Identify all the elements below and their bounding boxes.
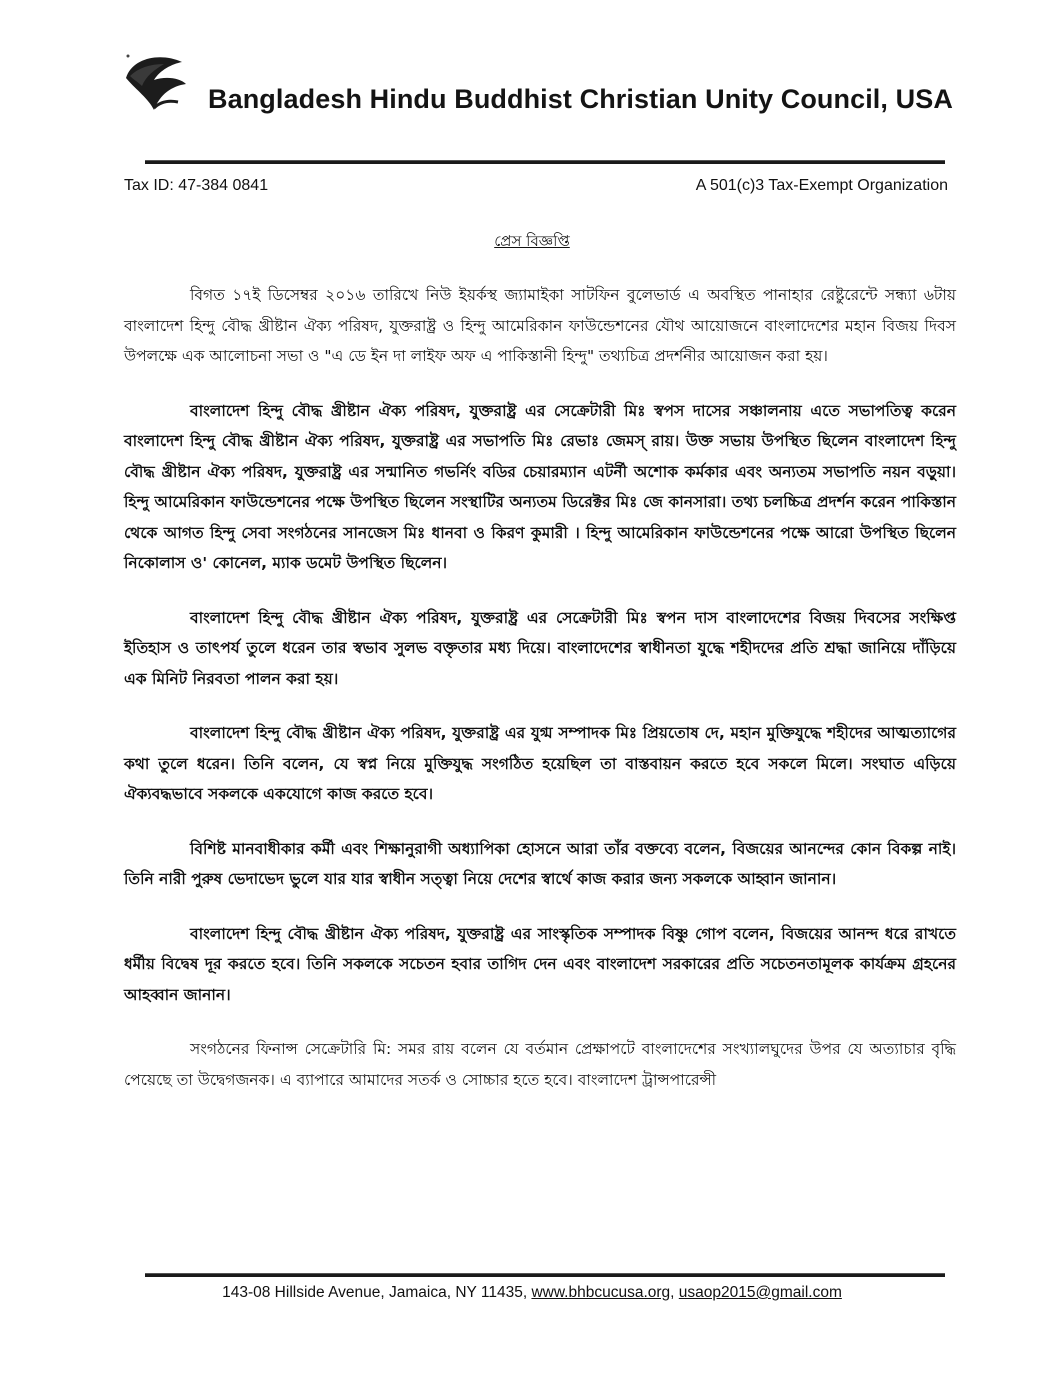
paragraph-joint-secretary-speech: বাংলাদেশ হিন্দু বৌদ্ধ খ্রীষ্টান ঐক্য পরিষদ, যুক্তরাষ্ট্র এর যুগ্ম সম্পাদক মিঃ প্রিয়তোষ দে, মহান মুক্তিযুদ্ধে শহীদের আত্মত্যাগের কথা তুলে ধরেন। তিনি বলেন, যে স্বপ্ন নিয়ে মুক্তিযুদ্ধ সংগঠিত হয়েছিল তা বাস্তবায়ন করতে হবে সকলে মিলে। সংঘাত এড়িয়ে ঐক্যবদ্ধভাবে সকলকে একযোগে কাজ করতে হবে। bbox=[124, 724, 956, 803]
paragraph-attendees: বাংলাদেশ হিন্দু বৌদ্ধ খ্রীষ্টান ঐক্য পরিষদ, যুক্তরাষ্ট্র এর সেক্রেটারী মিঃ স্বপস দাসের সঞ্চালনায় এতে সভাপতিত্ব করেন বাংলাদেশ হিন্দু বৌদ্ধ খ্রীষ্টান ঐক্য পরিষদ, যুক্তরাষ্ট্র এর সভাপতি মিঃ রেভাঃ জেমস্‌ রায়। উক্ত সভায় উপস্থিত ছিলেন বাংলাদেশ হিন্দু বৌদ্ধ খ্রীষ্টান ঐক্য পরিষদ, যুক্তরাষ্ট্র এর সন্মানিত গভর্নিং বডির চেয়ারম্যান এটর্নী অশোক কর্মকার এবং অন্যতম সভাপতি নয়ন বড়ুয়া। হিন্দু আমেরিকান ফাউন্ডেশনের পক্ষে উপস্থিত ছিলেন সংস্থাটির অন্যতম ডিরেক্টর মিঃ জে কানসারা। তথ্য চলচ্চিত্র প্রদর্শন করেন পাকিস্তান থেকে আগত হিন্দু সেবা সংগঠনের সানজেস মিঃ ধানবা ও কিরণ কুমারী । হিন্দু আমেরিকান ফাউন্ডেশনের পক্ষে আরো উপস্থিত ছিলেন নিকোলাস ও' কোনেল, ম্যাক ডমেট উপস্থিত ছিলেন। bbox=[124, 401, 956, 572]
tax-exempt-status: A 501(c)3 Tax-Exempt Organization bbox=[695, 177, 948, 194]
footer-separator: , bbox=[670, 1284, 679, 1301]
press-release-heading bbox=[0, 230, 1064, 255]
paragraph-event-intro: বিগত ১৭ই ডিসেম্বর ২০১৬ তারিখে নিউ ইয়র্কস্থ জ্যামাইকা সাটফিন বুলেভার্ড এ অবস্থিত পানাহার রেষ্টুরেন্টে সন্ধ্যা ৬টায় বাংলাদেশ হিন্দু বৌদ্ধ খ্রীষ্টান ঐক্য পরিষদ, যুক্তরাষ্ট্র ও হিন্দু আমেরিকান ফাউন্ডেশনের যৌথ আয়োজনে বাংলাদেশের মহান বিজয় দিবস উপলক্ষে এক আলোচনা সভা ও "এ ডে ইন দা লাইফ অফ এ পাকিস্তানী হিন্দু" তথ্যচিত্র প্রদর্শনীর আয়োজন করা হয়। bbox=[124, 286, 956, 365]
paragraph-finance-secretary-speech: সংগঠনের ফিনান্স সেক্রেটারি মি: সমর রায় বলেন যে বর্তমান প্রেক্ষাপটে বাংলাদেশের সংখ্যালঘুদের উপর যে অত্যাচার বৃদ্ধি পেয়েছে তা উদ্বেগজনক। এ ব্যাপারে আমাদের সতর্ক ও সোচ্চার হতে হবে। বাংলাদেশ ট্রান্সপারেন্সী bbox=[124, 1040, 956, 1089]
footer-contact bbox=[0, 1284, 1064, 1302]
tax-id: Tax ID: 47-384 0841 bbox=[124, 177, 269, 194]
website-link[interactable]: www.bhbcucusa.org bbox=[531, 1284, 671, 1301]
press-release-heading-text: প্রেস বিজ্ঞপ্তি bbox=[494, 232, 570, 250]
header-divider bbox=[145, 160, 945, 164]
footer-address: 143-08 Hillside Avenue, Jamaica, NY 11435, bbox=[222, 1284, 532, 1301]
footer-divider bbox=[145, 1273, 945, 1277]
paragraph-secretary-speech: বাংলাদেশ হিন্দু বৌদ্ধ খ্রীষ্টান ঐক্য পরিষদ, যুক্তরাষ্ট্র এর সেক্রেটারী মিঃ স্বপন দাস বাংলাদেশের বিজয় দিবসের সংক্ষিপ্ত ইতিহাস ও তাৎপর্য তুলে ধরেন তার স্বভাব সুলভ বক্তৃতার মধ্য দিয়ে। বাংলাদেশের স্বাধীনতা যুদ্ধে শহীদদের প্রতি শ্রদ্ধা জানিয়ে দাঁড়িয়ে এক মিনিট নিরবতা পালন করা হয়। bbox=[124, 608, 956, 688]
dove-leaf-logo-icon bbox=[120, 50, 200, 120]
press-release-body bbox=[124, 280, 956, 1119]
paragraph-activist-speech: বিশিষ্ট মানবাধীকার কর্মী এবং শিক্ষানুরাগী অধ্যাপিকা হোসনে আরা তাঁর বক্তব্যে বলেন, বিজয়ের আনন্দের কোন বিকল্প নাই। তিনি নারী পুরুষ ভেদাভেদ ভুলে যার যার স্বাধীন সত্ত্বা নিয়ে দেশের স্বার্থে কাজ করার জন্য সকলকে আহ্বান জানান। bbox=[124, 839, 956, 888]
paragraph-cultural-secretary-speech: বাংলাদেশ হিন্দু বৌদ্ধ খ্রীষ্টান ঐক্য পরিষদ, যুক্তরাষ্ট্র এর সাংস্কৃতিক সম্পাদক বিষ্ণু গোপ বলেন, বিজয়ের আনন্দ ধরে রাখতে ধর্মীয় বিদ্বেষ দূর করতে হবে। তিনি সকলকে সচেতন হবার তাগিদ দেন এবং বাংলাদেশ সরকারের প্রতি সচেতনতামূলক কার্যক্রম গ্রহনের আহব্বান জানান। bbox=[124, 924, 956, 1004]
email-link[interactable]: usaop2015@gmail.com bbox=[678, 1284, 842, 1301]
organization-name: Bangladesh Hindu Buddhist Christian Unity Council, USA bbox=[208, 84, 953, 114]
